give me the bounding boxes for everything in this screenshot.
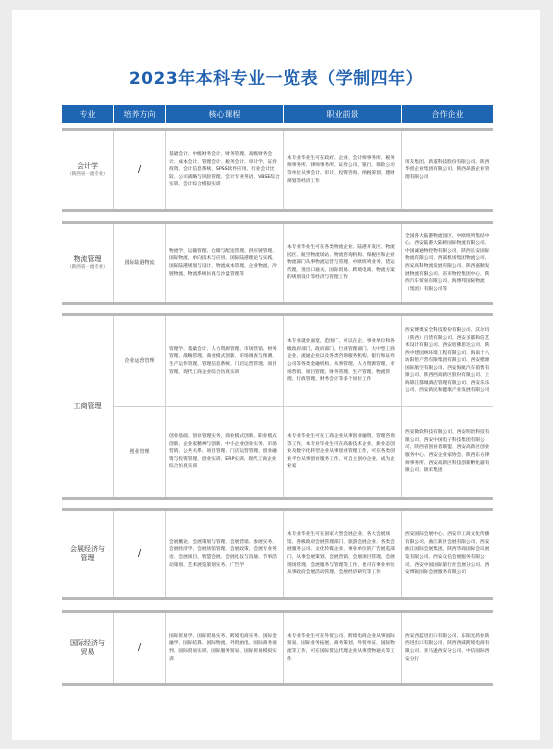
companies-cell: 西安西蓝进出口有限公司、东阳光药业陕西进出口有限公司、陕西西咸跨境电商有限公司、亚马逊西安分公司、中信国际西安分行	[405, 633, 490, 662]
header-direction: 培养方向	[114, 105, 166, 123]
table-row	[114, 131, 493, 209]
major-name: 会展经济与管理	[70, 544, 105, 562]
major-name: 国际经济与贸易	[70, 638, 105, 656]
major-block-accounting	[62, 128, 493, 212]
direction-cell: 创业管理	[114, 407, 166, 497]
header-major: 专业	[62, 105, 114, 123]
major-name: 会计学	[77, 162, 98, 171]
courses-cell: 创业基础、创业管理实务、商业模式创新、职业模式创新、企业家精神与创新、中小企业创业实务、市场营销、公共关系、项目管理、门店运营管理、创业融资与投资管理、创业实训、ERP实训、现代工商企业综合仿真实训	[166, 407, 284, 497]
companies-cell: 全国各大陆港物流园区、中欧班列集结中心、西安陆港大陆桥国际物流有限公司、中国诚通物控物有限公司、陕西长安国际物流有限公司、西部机场集团物流公司、西安高科物流发展有限公司、陕西嘉顺发展物流有限公司、省市物控集团中心、陕西汽车贸易有限公司、海博邦国际物流（集团）有限公司等	[405, 233, 490, 292]
prospects-cell: 本专业毕业生可在工商企业从事创业融资、管理咨询等工作，本专业毕业生可在高新技术企业、新业态创业及数字化转型企业从事创业管理工作，可在各类创业平台从事创业服务工作，可自主创办企业，成为企业家	[284, 407, 402, 497]
major-name-cell	[62, 131, 114, 209]
table-row	[114, 407, 493, 497]
header-companies: 合作企业	[431, 109, 464, 119]
courses-cell: 会展概论、会展策划与管理、会展营销、参展实务、会展经济学、会展场馆管理、会展政策、会展专业英语、会展项目、智慧会展、会展礼仪与沟通、节事活动策划、艺术展览策划实务、广告学	[166, 511, 284, 597]
major-name-cell	[62, 316, 114, 497]
major-name: 物流管理	[73, 255, 102, 264]
major-name: 工商管理	[73, 401, 102, 410]
direction-cell: 国际陆港物流	[114, 224, 166, 302]
table-row	[114, 316, 493, 407]
major-note: （陕西省一流专业）	[67, 171, 108, 177]
prospects-cell: 本专业毕业生可在政府、企业、会计师事务所、税务师事务所、律师事务所、证券公司、银行、保险公司等单位从事会计、审计、投资咨询、纳税筹划、理财规划等经济工作	[284, 131, 402, 209]
prospects-cell: 本专业就业面宽，范围广，可以在企、事业单位和各级政府部门，政府部门、行业管理部门、大中型工商企业、流通企业以及各类咨询服务机构、银行和证券公司等各类金融机构、从事管理、人力资源管理、市场营销、项目管理、财务管理、生产管理、物流管理、行政管理、财务会计等多个岗位工作	[284, 316, 402, 406]
page-title: 2023年本科专业一览表（学制四年）	[128, 69, 424, 89]
direction-cell: /	[114, 131, 166, 209]
prospects-cell: 本专业毕业生可在外贸公司、跨境电商企业从事国际贸易、国际业务拓展、商务策划、外贸单证、国际物流等工作，可在国际货运代理企业从事货物通关等工作	[284, 613, 402, 683]
prospects-cell: 本专业毕业生可在国家大型会展企业、各大会展场馆，各级政府会展管理部门、旅游会展企业、各类会展服务公司、文化传媒企业、事业单位的广告展览部门，从事会展策划、会展营销、会展项目管理、会展现场管理、会展服务与管理等工作，也可在事业单位从事政府会展活动管理、会展经济研究等工作	[284, 511, 402, 597]
companies-cell: 西安微软科技有限公司、西安明治科技有限公司、西安中国电子科技集团有限公司、陕西省创业者联盟、西安高新区创业服务中心、西安企业家协会、陕西东方律师事务所、西安高新区科技创新孵化器有限公司、锦禾集团	[405, 430, 490, 474]
direction-cell: /	[114, 613, 166, 683]
courses-cell: 国际贸易学、国际贸易实务、跨境电商实务、国际金融学、国际结算、国际物流、外贸函电、国际商务谈判、国际贸易实训、国际服务贸易、国际贸易模拟实训	[166, 613, 284, 683]
header-prospects: 职业前景	[284, 105, 402, 123]
major-name-cell	[62, 224, 114, 302]
companies-cell: 西安博奥安全科技股份有限公司、沃尔玛（陕西）百货有限公司、西安圣都和信艺术设计有限公司、西安哈佛思达公司、陕西中建园林环境工程有限公司、海南十八坊阳伦产营有限集团有限公司、西安楷源国际航空有限公司、西安海航汽车销售有限公司、陕西西高新区股份有限公司、上海锦江都城酒店管理有限公司、西安乐乐公司、西安新民和健康产业发展有限公司	[405, 328, 490, 394]
companies-cell: 西安国际会展中心、西安市工商文化传播有限公司、曲江新区会展有限公司、西安曲江国际会展集团、陕西华商国际会议展览有限公司、西安众信会展服务有限公司、西安中国国际旅行社会展分公司、西安博锐国际会展服务有限公司	[405, 532, 490, 576]
header-courses: 核心课程	[166, 105, 284, 123]
table-header	[62, 105, 493, 123]
table-row	[114, 511, 493, 597]
major-name-cell	[62, 613, 114, 683]
prospects-cell: 本专业毕业生可在各类物流企业、陆港开发区、物流园区、航空物流场站、物流咨询机构、保税区和企业物流部门从事物流运营与管理、中欧班列业务、货运代理、进出口通关、国际贸易、跨境电商、物流方案的规划设计等经济与管理工作	[284, 224, 402, 302]
major-block-business-admin	[62, 313, 493, 500]
courses-cell: 管理学、基础会计、人力资源管理、市场营销、财务管理、战略管理、商业模式创新、市场调查与预测、生产运作管理、管理信息系统、门店运营管理、项目管理、现代工商企业综合仿真实训	[166, 316, 284, 406]
major-block-logistics	[62, 221, 493, 305]
major-name-cell	[62, 511, 114, 597]
direction-cell: /	[114, 511, 166, 597]
major-note: （陕西省一流专业）	[67, 264, 108, 270]
major-block-intl-trade	[62, 610, 493, 686]
major-block-exhibition	[62, 508, 493, 600]
courses-cell: 基础会计、中级财务会计、财务管理、高级财务会计、成本会计、管理会计、税务会计、审计学、证券投资、会计信息系统、SPSS软件应用、行业会计比较、公司战略与风险管理、会计专业英语、VBSE综合实训、会计综合模拟实训	[166, 131, 284, 209]
direction-cell: 企业运营管理	[114, 316, 166, 406]
table-row	[114, 613, 493, 683]
companies-cell: 用友集团、新道科技股份有限公司、陕西华创企业集团有限公司、陕西昂游企业管理有限公司	[405, 159, 490, 180]
page	[12, 10, 540, 740]
courses-cell: 物流学、运输管理、仓储与配送管理、供应链管理、国际物流、单向技术与应用、国际陆港理论与实践、国际陆港规划与设计、物流成本管理、企业物流、冷链物流、物流系统仿真与沙盘管理等	[166, 224, 284, 302]
table-row	[114, 224, 493, 302]
